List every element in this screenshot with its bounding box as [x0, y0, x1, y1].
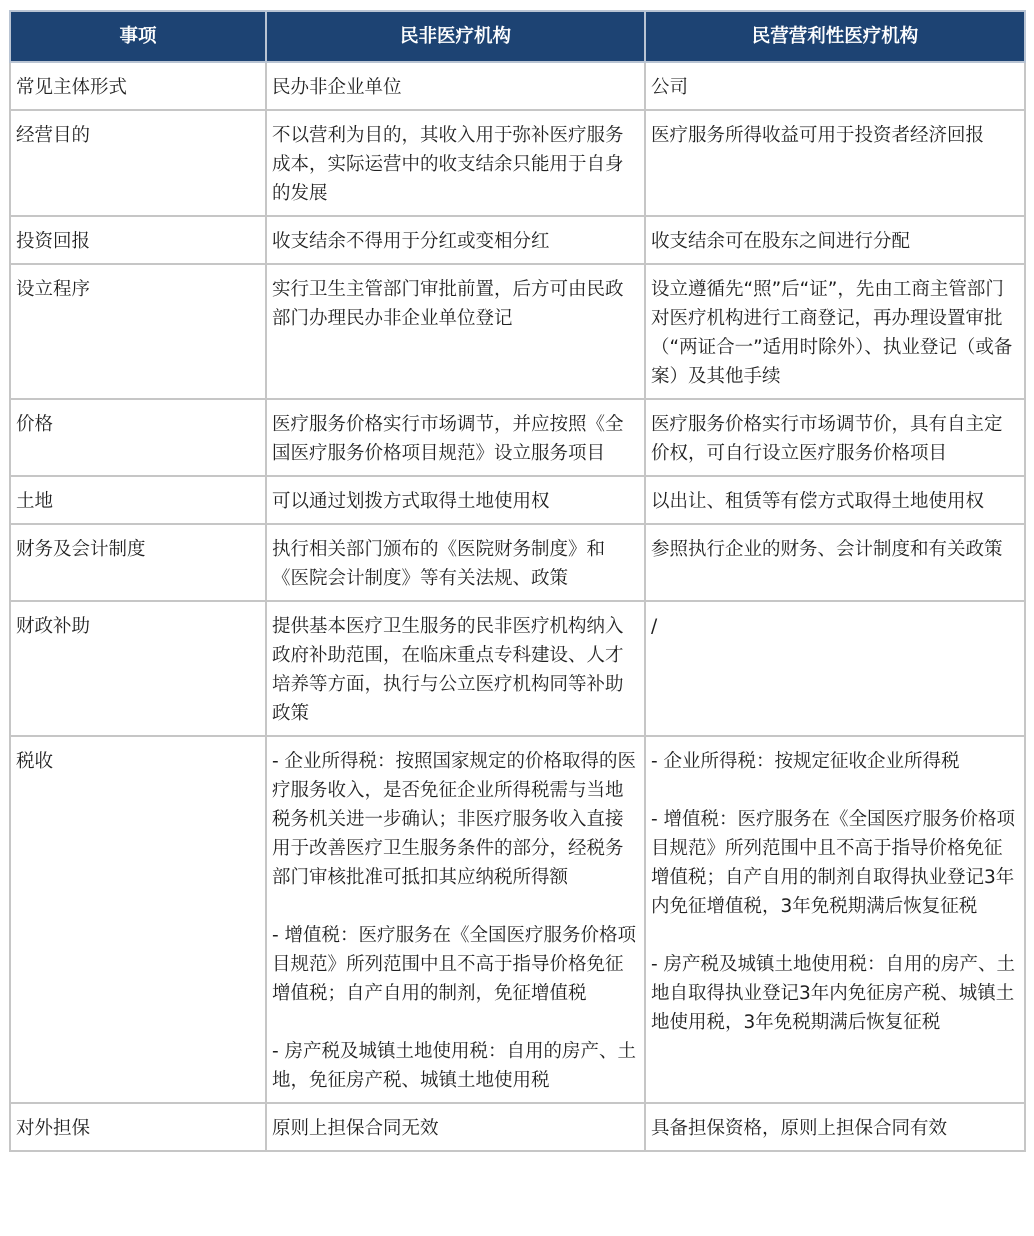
forprofit-cell: [645, 110, 1025, 216]
row-item-label: 对外担保: [10, 1103, 266, 1151]
nonprofit-cell: [266, 110, 645, 216]
table-header-row: [10, 11, 1025, 62]
table-row: [10, 110, 1025, 216]
nonprofit-paragraph: 不以营利为目的，其收入用于弥补医疗服务成本，实际运营中的收支结余只能用于自身的发展: [272, 125, 624, 204]
forprofit-paragraph: 具备担保资格，原则上担保合同有效: [651, 1118, 948, 1139]
nonprofit-cell: [266, 62, 645, 110]
forprofit-paragraph: 医疗服务所得收益可用于投资者经济回报: [651, 125, 985, 146]
nonprofit-paragraph: 民办非企业单位: [272, 77, 402, 98]
row-item-label: 税收: [10, 736, 266, 1103]
row-item-label: 常见主体形式: [10, 62, 266, 110]
row-item-label: 财务及会计制度: [10, 524, 266, 601]
table-row: [10, 264, 1025, 399]
nonprofit-paragraph: - 企业所得税：按照国家规定的价格取得的医疗服务收入，是否免征企业所得税需与当地税务机关进一步确认；非医疗服务收入直接用于改善医疗卫生服务条件的部分，经税务部门审核批准可抵扣其应纳税所得额: [272, 751, 637, 888]
nonprofit-cell: [266, 216, 645, 264]
nonprofit-paragraph: 可以通过划拨方式取得土地使用权: [272, 491, 550, 512]
forprofit-paragraph: 收支结余可在股东之间进行分配: [651, 231, 911, 252]
nonprofit-paragraph: 实行卫生主管部门审批前置，后方可由民政部门办理民办非企业单位登记: [272, 279, 624, 329]
comparison-table-container: [9, 10, 1024, 1152]
forprofit-paragraph: 医疗服务价格实行市场调节价，具有自主定价权，可自行设立医疗服务价格项目: [651, 414, 1003, 464]
column-header-item: 事项: [10, 11, 266, 62]
forprofit-paragraph: 以出让、租赁等有偿方式取得土地使用权: [651, 491, 985, 512]
forprofit-cell: [645, 476, 1025, 524]
forprofit-paragraph: /: [651, 616, 658, 637]
nonprofit-cell: [266, 476, 645, 524]
forprofit-cell: [645, 399, 1025, 476]
nonprofit-cell: [266, 399, 645, 476]
nonprofit-cell: [266, 264, 645, 399]
forprofit-cell: [645, 601, 1025, 736]
table-row: [10, 736, 1025, 1103]
forprofit-cell: [645, 1103, 1025, 1151]
forprofit-paragraph: - 企业所得税：按规定征收企业所得税: [651, 751, 960, 772]
nonprofit-paragraph: 收支结余不得用于分红或变相分红: [272, 231, 550, 252]
forprofit-paragraph: 公司: [651, 77, 689, 98]
forprofit-cell: [645, 264, 1025, 399]
table-row: [10, 216, 1025, 264]
row-item-label: 投资回报: [10, 216, 266, 264]
table-body: [10, 62, 1025, 1151]
table-row: [10, 476, 1025, 524]
nonprofit-paragraph: - 增值税：医疗服务在《全国医疗服务价格项目规范》所列范围中且不高于指导价格免征增值税；自产自用的制剂，免征增值税: [272, 925, 637, 1004]
forprofit-cell: [645, 524, 1025, 601]
nonprofit-paragraph: 执行相关部门颁布的《医院财务制度》和《医院会计制度》等有关法规、政策: [272, 539, 606, 589]
nonprofit-paragraph: 提供基本医疗卫生服务的民非医疗机构纳入政府补助范围，在临床重点专科建设、人才培养等方面，执行与公立医疗机构同等补助政策: [272, 616, 624, 724]
row-item-label: 财政补助: [10, 601, 266, 736]
forprofit-paragraph: - 增值税：医疗服务在《全国医疗服务价格项目规范》所列范围中且不高于指导价格免征增值税；自产自用的制剂自取得执业登记3年内免征增值税，3年免税期满后恢复征税: [651, 809, 1016, 917]
table-row: [10, 524, 1025, 601]
table-row: [10, 601, 1025, 736]
forprofit-cell: [645, 216, 1025, 264]
nonprofit-cell: [266, 601, 645, 736]
nonprofit-cell: [266, 524, 645, 601]
row-item-label: 土地: [10, 476, 266, 524]
column-header-nonprofit: 民非医疗机构: [266, 11, 645, 62]
table-row: [10, 399, 1025, 476]
row-item-label: 经营目的: [10, 110, 266, 216]
forprofit-paragraph: 设立遵循先“照”后“证”，先由工商主管部门对医疗机构进行工商登记，再办理设置审批（“两证合一”适用时除外）、执业登记（或备案）及其他手续: [651, 279, 1013, 387]
table-row: [10, 1103, 1025, 1151]
forprofit-cell: [645, 736, 1025, 1103]
forprofit-paragraph: - 房产税及城镇土地使用税：自用的房产、土地自取得执业登记3年内免征房产税、城镇土地使用税，3年免税期满后恢复征税: [651, 954, 1016, 1033]
nonprofit-paragraph: 医疗服务价格实行市场调节，并应按照《全国医疗服务价格项目规范》设立服务项目: [272, 414, 624, 464]
nonprofit-paragraph: - 房产税及城镇土地使用税：自用的房产、土地，免征房产税、城镇土地使用税: [272, 1041, 637, 1091]
nonprofit-cell: [266, 1103, 645, 1151]
nonprofit-cell: [266, 736, 645, 1103]
table-row: [10, 62, 1025, 110]
row-item-label: 设立程序: [10, 264, 266, 399]
comparison-table: [9, 10, 1026, 1152]
row-item-label: 价格: [10, 399, 266, 476]
forprofit-paragraph: 参照执行企业的财务、会计制度和有关政策: [651, 539, 1003, 560]
nonprofit-paragraph: 原则上担保合同无效: [272, 1118, 439, 1139]
forprofit-cell: [645, 62, 1025, 110]
column-header-forprofit: 民营营利性医疗机构: [645, 11, 1025, 62]
